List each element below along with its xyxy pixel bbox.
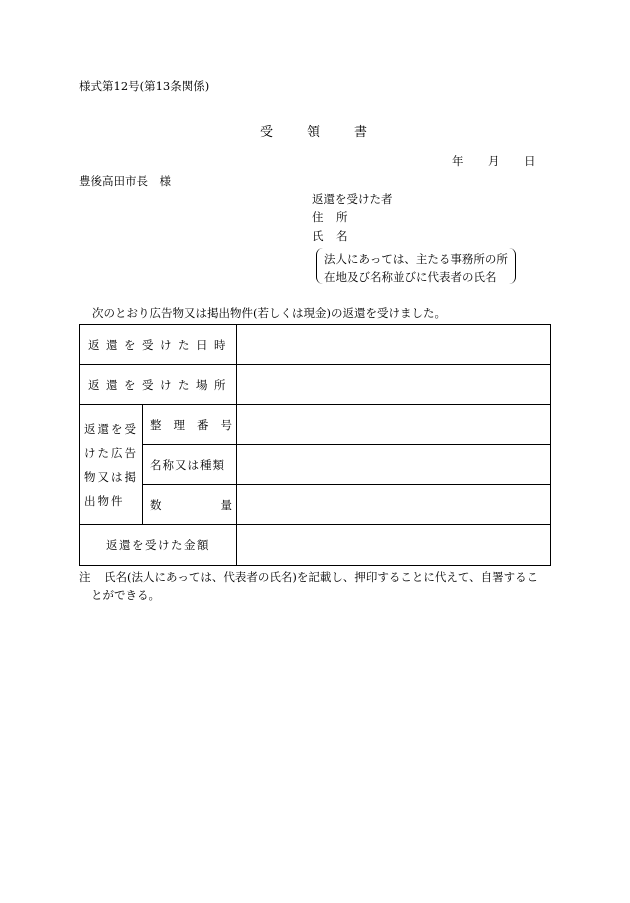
date-year-label: 年 bbox=[452, 154, 464, 168]
receipt-table bbox=[79, 324, 551, 566]
address-label-2: 所 bbox=[336, 210, 348, 224]
name-type-field[interactable] bbox=[237, 445, 551, 485]
date-day-label: 日 bbox=[524, 154, 536, 168]
serial-number-field[interactable] bbox=[237, 405, 551, 445]
return-amount-field[interactable] bbox=[237, 525, 551, 566]
return-place-field[interactable] bbox=[237, 365, 551, 405]
address-label-1: 住 bbox=[312, 210, 324, 224]
returned-item-group-label: 返還を受 けた広告 物又は掲 出物件 bbox=[80, 405, 143, 525]
returnee-heading: 返還を受けた者 bbox=[312, 192, 393, 206]
quantity-field[interactable] bbox=[237, 485, 551, 525]
footnote-line-1: 氏名(法人にあっては、代表者の氏名)を記載し、押印することに代えて、自署するこ bbox=[104, 570, 539, 584]
date-month-label: 月 bbox=[488, 154, 500, 168]
form-number: 様式第12号(第13条関係) bbox=[79, 79, 210, 93]
title-char-3: 書 bbox=[354, 125, 368, 140]
name-type-label: 名称又は種類 bbox=[143, 445, 237, 485]
row-amount-label: 返還を受けた金額 bbox=[80, 525, 237, 566]
statement: 次のとおり広告物又は掲出物件(若しくは現金)の返還を受けました。 bbox=[92, 306, 446, 320]
quantity-label: 数 量 bbox=[143, 485, 237, 525]
corporate-note-line-1: 法人にあっては、主たる事務所の所 bbox=[324, 252, 508, 266]
title-char-1: 受 bbox=[260, 125, 274, 140]
corporate-note-line-2: 在地及び名称並びに代表者の氏名 bbox=[324, 270, 497, 284]
footnote-mark: 注 bbox=[79, 570, 91, 584]
title-char-2: 領 bbox=[307, 125, 321, 140]
row-date-label: 返還を受けた日時 bbox=[80, 325, 237, 365]
name-label-1: 氏 bbox=[312, 229, 324, 243]
footnote-line-2: とができる。 bbox=[91, 588, 160, 602]
addressee: 豊後高田市長 様 bbox=[79, 174, 171, 188]
serial-number-label: 整 理 番 号 bbox=[143, 405, 237, 445]
return-date-field[interactable] bbox=[237, 325, 551, 365]
row-place-label: 返還を受けた場所 bbox=[80, 365, 237, 405]
name-label-2: 名 bbox=[336, 229, 348, 243]
